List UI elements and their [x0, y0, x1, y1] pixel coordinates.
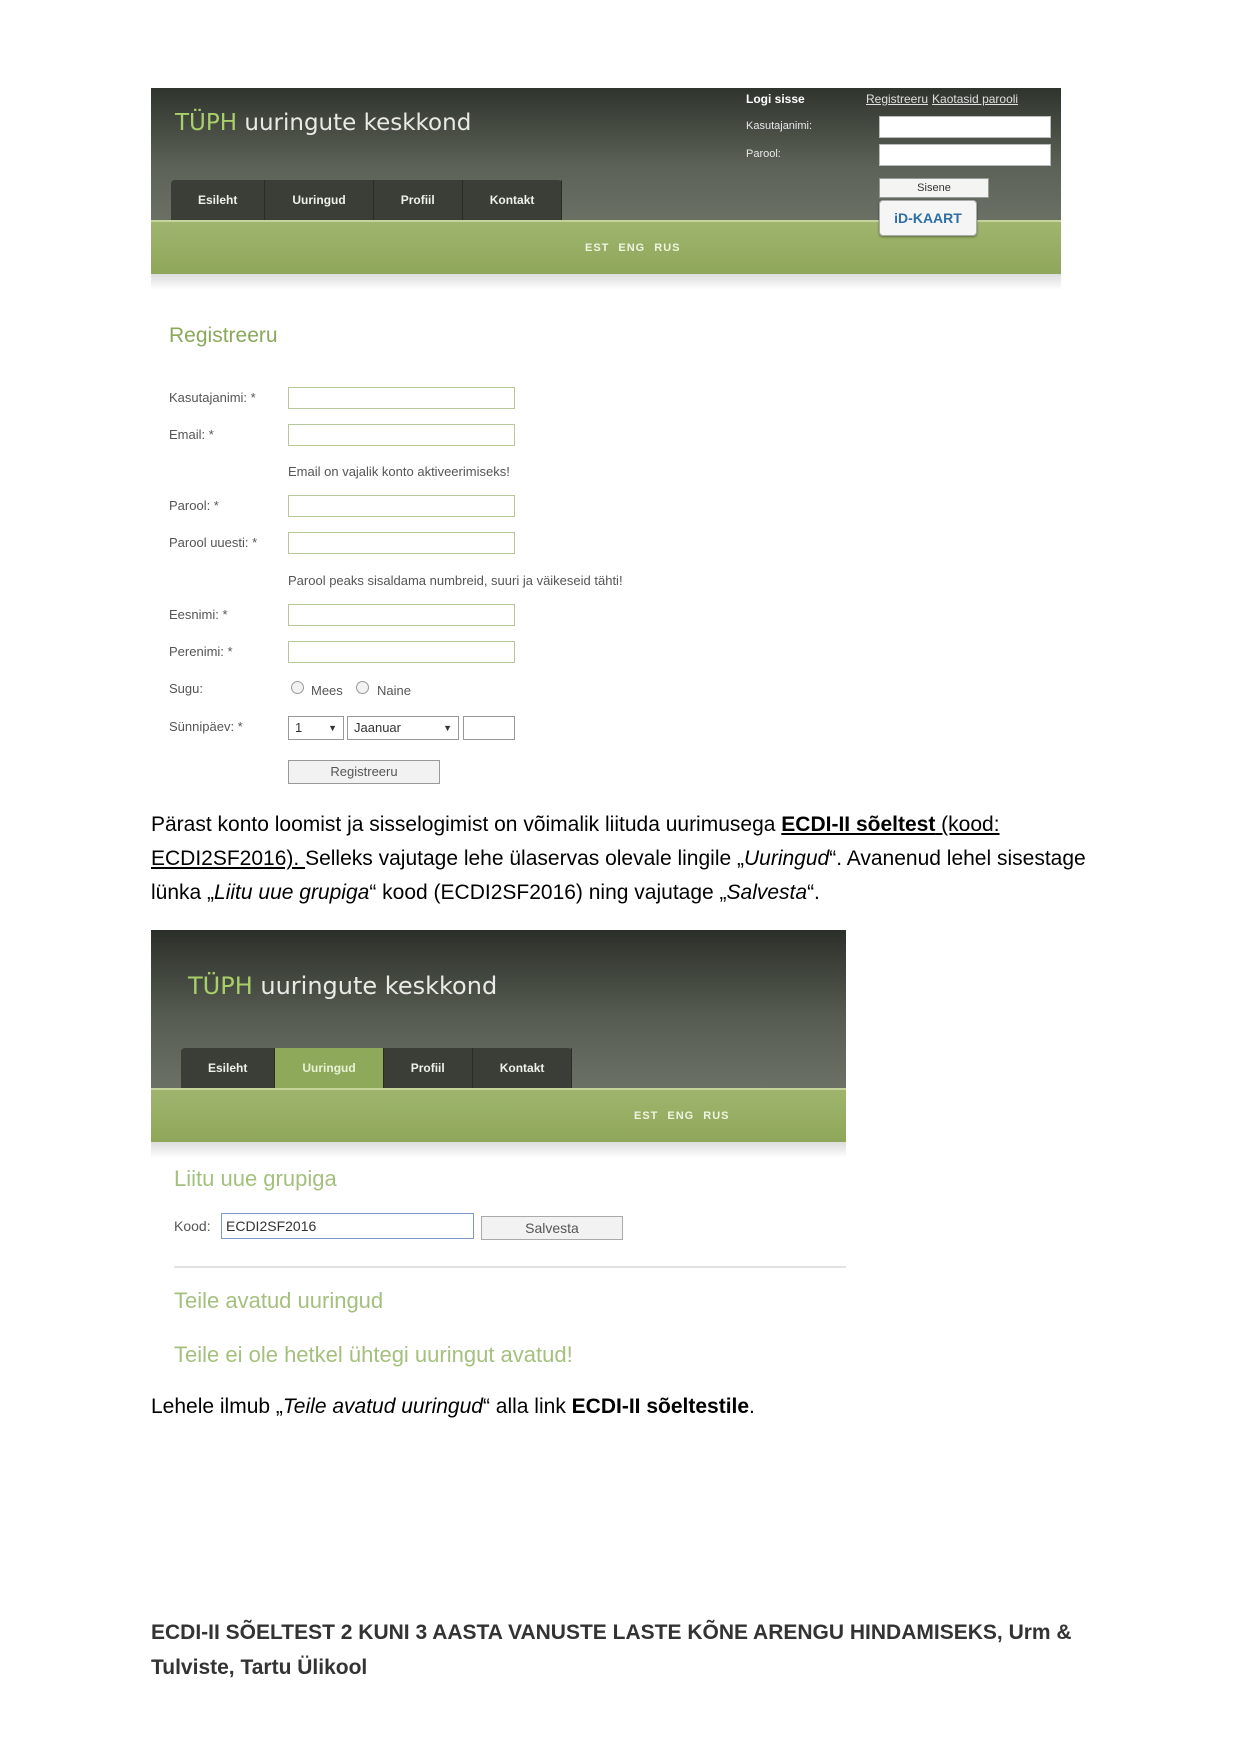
password-again-input[interactable]: [288, 532, 515, 554]
site-header: [151, 930, 846, 1088]
nav-uuringud[interactable]: Uuringud: [265, 180, 373, 220]
lang-eng[interactable]: ENG: [618, 242, 646, 254]
gender-label: Sugu:: [169, 681, 203, 696]
lang-rus[interactable]: RUS: [654, 242, 681, 254]
language-links: [585, 242, 689, 254]
site-logo[interactable]: TÜPH uuringute keskkond: [188, 972, 498, 1000]
nav-uuringud[interactable]: Uuringud: [275, 1048, 383, 1088]
password-hint: Parool peaks sisaldama numbreid, suuri ja väikeseid tähti!: [288, 573, 623, 588]
result-sentence: Lehele ilmub „Teile avatud uuringud“ alla link ECDI-II sõeltestile.: [151, 1395, 755, 1418]
main-nav: [171, 180, 562, 220]
lang-est[interactable]: EST: [634, 1110, 659, 1122]
footer-line-1: ECDI-II SÕELTEST 2 KUNI 3 AASTA VANUSTE LASTE KÕNE ARENGU HINDAMISEKS, Urm &: [151, 1621, 1072, 1644]
open-studies-title: Teile avatud uuringud: [174, 1288, 384, 1313]
gender-female-label: Naine: [377, 683, 411, 698]
header-shadow: [151, 274, 1061, 290]
gender-male-label: Mees: [311, 683, 343, 698]
login-password-label: Parool:: [746, 148, 781, 160]
birthday-label: Sünnipäev: *: [169, 719, 243, 734]
username-input[interactable]: [288, 387, 515, 409]
code-label: Kood:: [174, 1218, 211, 1234]
password-label: Parool: *: [169, 498, 219, 513]
login-links: [866, 92, 1022, 106]
password-input[interactable]: [288, 495, 515, 517]
document-footer: [151, 1615, 1101, 1685]
screenshot-join-group: [151, 930, 846, 1380]
birthday-month-select[interactable]: Jaanuar ▼: [347, 716, 459, 740]
code-input[interactable]: ECDI2SF2016: [221, 1213, 474, 1239]
registration-title: Registreeru: [169, 324, 278, 347]
nav-esileht[interactable]: Esileht: [181, 1048, 275, 1088]
save-button[interactable]: Salvesta: [481, 1216, 623, 1240]
language-bar: [151, 1088, 846, 1144]
login-submit-button[interactable]: Sisene: [879, 178, 989, 198]
site-logo[interactable]: TÜPH uuringute keskkond: [175, 110, 472, 136]
login-username-input[interactable]: [879, 116, 1051, 138]
chevron-down-icon: ▼: [443, 723, 452, 733]
firstname-label: Eesnimi: *: [169, 607, 228, 622]
lang-est[interactable]: EST: [585, 242, 610, 254]
id-card-login-button[interactable]: iD-KAART: [879, 200, 977, 236]
language-links: [634, 1110, 738, 1122]
nav-profiil[interactable]: Profiil: [384, 1048, 473, 1088]
nav-kontakt[interactable]: Kontakt: [463, 180, 563, 220]
login-title: Logi sisse: [746, 92, 805, 106]
register-link[interactable]: Registreeru: [866, 92, 929, 106]
divider: [174, 1266, 846, 1268]
join-group-title: Liitu uue grupiga: [174, 1166, 337, 1191]
instruction-paragraph: Pärast konto loomist ja sisselogimist on võimalik liituda uurimusega ECDI-II sõeltest (kood: ECDI2SF2016). Selleks vajutage lehe ülaservas olevale lingile „Uuringud“. Avanenud lehel sisestage lünka „Liitu uue grupiga“ kood (ECDI2SF2016) ning vajutage „Salvesta“.: [151, 813, 1086, 904]
nav-esileht[interactable]: Esileht: [171, 180, 265, 220]
birthday-day-select[interactable]: 1 ▼: [288, 716, 344, 740]
lastname-label: Perenimi: *: [169, 644, 233, 659]
password-again-label: Parool uuesti: *: [169, 535, 258, 550]
email-label: Email: *: [169, 427, 214, 442]
username-label: Kasutajanimi: *: [169, 390, 256, 405]
register-submit-button[interactable]: Registreeru: [288, 760, 440, 784]
forgot-password-link[interactable]: Kaotasid parooli: [932, 92, 1019, 106]
lang-rus[interactable]: RUS: [703, 1110, 730, 1122]
no-studies-message: Teile ei ole hetkel ühtegi uuringut avatud!: [174, 1342, 573, 1367]
ecdi-test-link[interactable]: ECDI-II sõeltestile: [571, 1395, 750, 1418]
gender-female-radio[interactable]: [356, 681, 369, 694]
login-password-input[interactable]: [879, 144, 1051, 166]
birthday-year-input[interactable]: [463, 716, 515, 740]
header-shadow: [151, 1142, 846, 1158]
nav-kontakt[interactable]: Kontakt: [473, 1048, 573, 1088]
nav-profiil[interactable]: Profiil: [374, 180, 463, 220]
email-input[interactable]: [288, 424, 515, 446]
lang-eng[interactable]: ENG: [667, 1110, 695, 1122]
email-hint: Email on vajalik konto aktiveerimiseks!: [288, 464, 510, 479]
footer-line-2: Tulviste, Tartu Ülikool: [151, 1656, 368, 1679]
screenshot-registration: [151, 88, 1061, 918]
main-nav: [181, 1048, 572, 1088]
ecdi-study-link[interactable]: ECDI-II sõeltest: [781, 813, 936, 836]
firstname-input[interactable]: [288, 604, 515, 626]
chevron-down-icon: ▼: [328, 723, 337, 733]
lastname-input[interactable]: [288, 641, 515, 663]
gender-male-radio[interactable]: [291, 681, 304, 694]
login-username-label: Kasutajanimi:: [746, 120, 813, 132]
